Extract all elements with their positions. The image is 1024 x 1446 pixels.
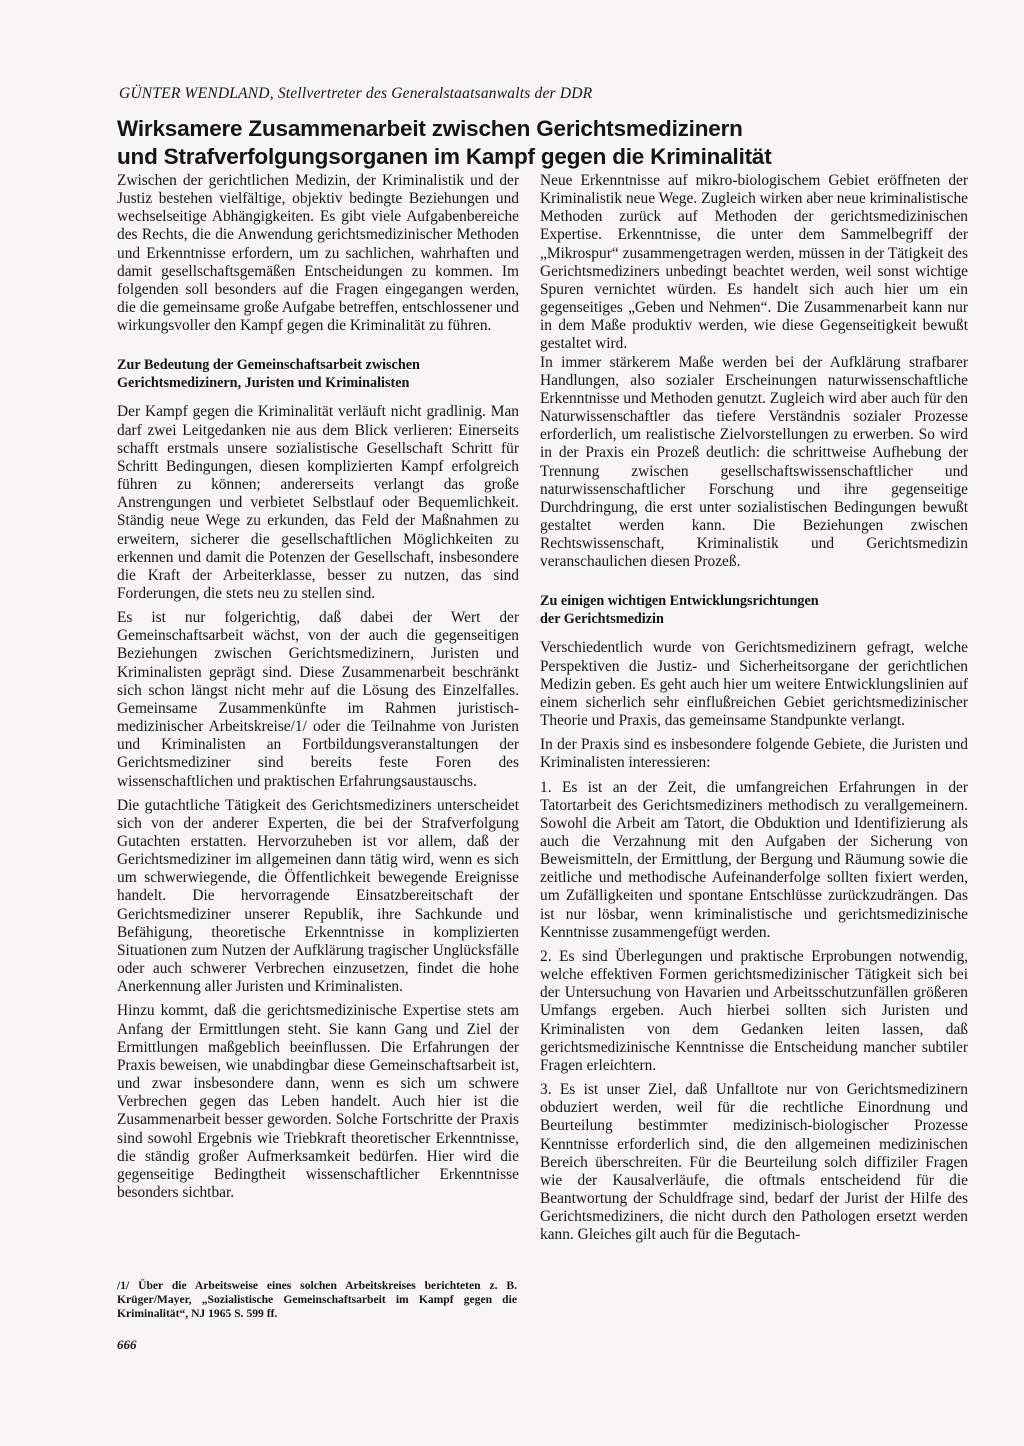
list-item: 2. Es sind Überlegungen und praktische Erprobungen notwendig, welche effektiven Formen gerichtsmedizinischer Tätigkeit sich bei der Untersuchung von Havarien und Arbeitsschutzunfällen größeren Umfangs ergeben. Auch hierbei sollten sich Juristen und Kriminalisten von dem Gedanken leiten lassen, daß gerichtsmedizinische Kenntnisse die Entscheidung mancher subtiler Fragen erleichtern.: [540, 947, 968, 1074]
title-line-2: und Strafverfolgungsorganen im Kampf gegen die Kriminalität: [117, 144, 772, 169]
article-title: [117, 115, 977, 171]
body-paragraph: Verschiedentlich wurde von Gerichtsmedizinern gefragt, welche Perspektiven die Justiz- und Sicherheitsorgane der gerichtlichen Medizin geben. Es geht auch hier um weitere Entwicklungslinien auf einem sicherlich sehr einflußreichen Gebiet gerichtsmedizinischer Theorie und Praxis, das gemeinsame Standpunkte verlangt.: [540, 639, 968, 730]
section-heading-line-1: Zur Bedeutung der Gemeinschaftsarbeit zwischen: [117, 357, 420, 374]
body-paragraph: In immer stärkerem Maße werden bei der Aufklärung strafbarer Handlungen, also sozialer Erscheinungen naturwissenschaftliche Erkenntnisse und Methoden genutzt. Zugleich wird aber auch für den Naturwissenschaftler das tiefere Verständnis sozialer Prozesse erforderlich, um realistische Zielvorstellungen zu erwerben. So wird in der Praxis ein Prozeß deutlich: die schrittweise Aufhebung der Trennung zwischen gesellschaftswissenschaftlicher und naturwissenschaftlicher Forschung und ihre gegenseitige Durchdringung, die erst unter sozialistischen Bedingungen bewußt gestaltet werden kann. Die Beziehungen zwischen Rechtswissenschaft, Kriminalistik und Gerichtsmedizin veranschaulichen diesen Prozeß.: [540, 353, 968, 571]
section-heading-line-2: Gerichtsmedizinern, Juristen und Kriminalisten: [117, 374, 410, 391]
body-paragraph: Die gutachtliche Tätigkeit des Gerichtsmediziners unterscheidet sich von der anderer Experten, die bei der Strafverfolgung Gutachten erstatten. Hervorzuheben ist vor allem, daß der Gerichtsmediziner im allgemeinen dann tätig wird, wenn es sich um schwerwiegende, die Öffentlichkeit bewegende Ereignisse handelt. Die hervorragende Einsatzbereitschaft der Gerichtsmediziner unserer Republik, ihre Sachkunde und Befähigung, theoretische Erkenntnisse in komplizierten Situationen zum Nutzen der Aufklärung tragischer Unglücksfälle oder auch schwerer Verbrechen einzusetzen, findet die hohe Anerkennung aller Juristen und Kriminalisten.: [117, 796, 519, 996]
left-column: [117, 172, 519, 1208]
title-line-1: Wirksamere Zusammenarbeit zwischen Gerichtsmedizinern: [117, 116, 743, 141]
section-heading-line-1: Zu einigen wichtigen Entwicklungsrichtungen: [540, 593, 819, 610]
right-column: [540, 172, 968, 1250]
page-number: 666: [117, 1337, 137, 1352]
body-paragraph: Hinzu kommt, daß die gerichtsmedizinische Expertise stets am Anfang der Ermittlungen steht. Sie kann Gang und Ziel der Ermittlungen maßgeblich beeinflussen. Die Erfahrungen der Praxis beweisen, wie unabdingbar diese Gemeinschaftsarbeit ist, und zwar insbesondere dann, wenn es sich um schwere Verbrechen gegen das Leben handelt. Auch hier ist die Zusammenarbeit besser geworden. Solche Fortschritte der Praxis sind sowohl Ergebnis wie Triebkraft theoretischer Erkenntnisse, die ständig großer Aufmerksamkeit bedürfen. Hier wird die gegenseitige Bedingtheit wissenschaftlicher Erkenntnisse besonders sichtbar.: [117, 1002, 519, 1201]
author-byline: GÜNTER WENDLAND, Stellvertreter des Generalstaatsanwalts der DDR: [119, 85, 593, 102]
list-item: 3. Es ist unser Ziel, daß Unfalltote nur von Gerichtsmedizinern obduziert werden, weil für die rechtliche Einordnung und Beurteilung bestimmter medizinisch-biologischer Prozesse Kenntnisse erforderlich sind, die den allgemeinen medizinischen Bereich überschreiten. Für die Beurteilung solch diffiziler Fragen wie der Kausalverläufe, die oftmals entscheidend für die Beantwortung der Schuldfrage sind, bedarf der Jurist der Hilfe des Gerichtsmediziners, die nicht durch den Pathologen ersetzt werden kann. Gleiches gilt auch für die Begutach-: [540, 1081, 968, 1244]
section-heading-gemeinschaftsarbeit: [117, 357, 519, 392]
body-paragraph: Es ist nur folgerichtig, daß dabei der Wert der Gemeinschaftsarbeit wächst, von der auch die gegenseitigen Beziehungen zwischen Gerichtsmedizinern, Juristen und Kriminalisten geprägt sind. Diese Zusammenarbeit beschränkt sich schon längst nicht mehr auf die Lösung des Einzelfalles. Gemeinsame Zusammenkünfte im Rahmen juristisch-medizinischer Arbeitskreise/1/ oder die Teilnahme von Juristen und Kriminalisten an Fortbildungsveranstaltungen der Gerichtsmediziner sind bereits feste Foren des wissenschaftlichen und praktischen Erfahrungsaustauschs.: [117, 609, 519, 790]
body-paragraph: In der Praxis sind es insbesondere folgende Gebiete, die Juristen und Kriminalisten interessieren:: [540, 736, 968, 772]
intro-paragraph: Zwischen der gerichtlichen Medizin, der Kriminalistik und der Justiz bestehen vielfältige, objektiv bedingte Beziehungen und wechselseitige Abhängigkeiten. Es gibt viele Aufgabenbereiche des Rechts, die die Anwendung gerichtsmedizinischer Methoden und Erkenntnisse erfordern, um zu sachlichen, wahrhaften und damit gesellschaftsgemäßen Entscheidungen zu kommen. Im folgenden soll besonders auf die Fragen eingegangen werden, die die gemeinsame große Aufgabe betreffen, entschlossener und wirkungsvoller den Kampf gegen die Kriminalität zu führen.: [117, 172, 519, 335]
body-paragraph: Der Kampf gegen die Kriminalität verläuft nicht gradlinig. Man darf zwei Leitgedanken nie aus dem Blick verlieren: Einerseits schafft erstmals unsere sozialistische Gesellschaft Schritt für Schritt Bedingungen, diesen komplizierten Kampf erfolgreich führen zu können; andererseits verlangt das große Anstrengungen und verbietet Selbstlauf oder Bequemlichkeit. Ständig neue Wege zu erkunden, das Feld der Maßnahmen zu erweitern, sicherer die gesellschaftlichen Möglichkeiten zu erkennen und damit die Potenzen der Gesellschaft, insbesondere die Kraft der Arbeiterklasse, besser zu nutzen, das sind Forderungen, die stets neu zu stellen sind.: [117, 403, 519, 602]
list-item: 1. Es ist an der Zeit, die umfangreichen Erfahrungen in der Tatortarbeit des Gerichtsmediziners methodisch zu verallgemeinern. Sowohl die Arbeit am Tatort, die Obduktion und Identifizierung als auch die Verzahnung mit den Aufgaben der Sicherung von Beweismitteln, der Ermittlung, der Bergung und Räumung sowie die zeitliche und methodische Aufeinanderfolge sollten fixiert werden, um Zufälligkeiten und spontane Entschlüsse zurückzudrängen. Das ist nur lösbar, wenn kriminalistische und gerichtsmedizinische Kenntnisse zusammengefügt werden.: [540, 778, 968, 941]
section-heading-entwicklungsrichtungen: [540, 593, 968, 628]
body-paragraph: Neue Erkenntnisse auf mikro-biologischem Gebiet eröffneten der Kriminalistik neue Wege. Zugleich wirken aber neue kriminalistische Methoden zurück auf Methoden der gerichtsmedizinischen Expertise. Erkenntnisse, die unter dem Sammelbegriff der „Mikrospur“ zusammengetragen werden, müssen in der Tätigkeit des Gerichtsmediziners unbedingt beachtet werden, weil sonst wichtige Spuren vernichtet würden. Es handelt sich auch hier um ein gegenseitiges „Geben und Nehmen“. Die Zusammenarbeit kann nur in dem Maße produktiv werden, wie diese Gegenseitigkeit bewußt gestaltet wird.: [540, 172, 968, 353]
footnote: /1/ Über die Arbeitsweise eines solchen Arbeitskreises berichteten z. B. Krüger/Mayer, „Sozialistische Gemeinschaftsarbeit im Kampf gegen die Kriminalität“, NJ 1965 S. 599 ff.: [117, 1279, 517, 1320]
section-heading-line-2: der Gerichtsmedizin: [540, 610, 664, 627]
